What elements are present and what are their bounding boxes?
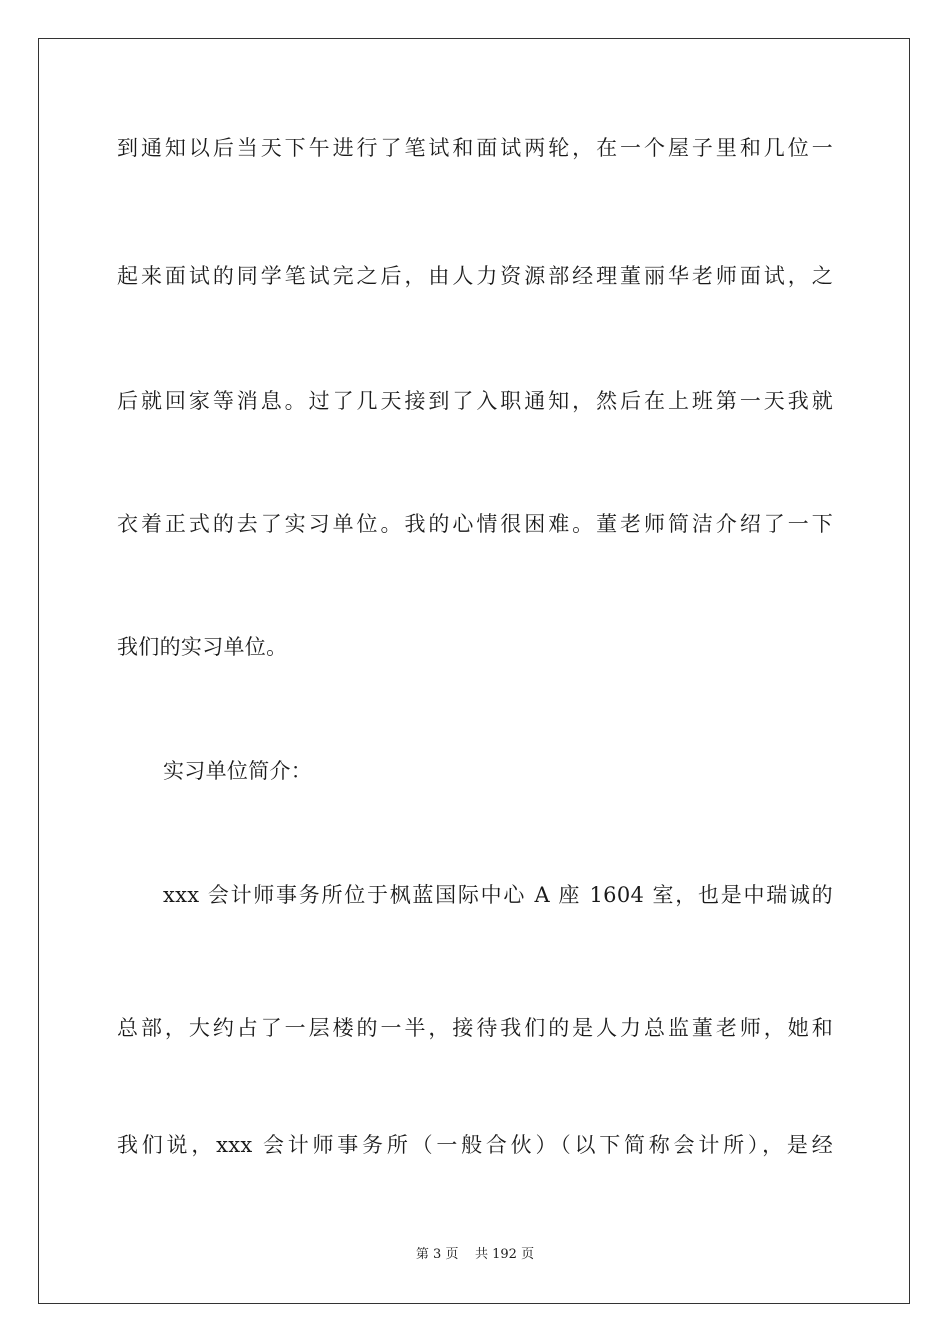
text-line-1: 到通知以后当天下午进行了笔试和面试两轮，在一个屋子里和几位一 bbox=[117, 136, 833, 160]
text-line-9: 我们说，xxx 会计师事务所（一般合伙）（以下简称会计所），是经 bbox=[117, 1133, 833, 1157]
text-line-5: 我们的实习单位。 bbox=[117, 635, 288, 659]
page-footer: 第 3 页 共 192 页 bbox=[415, 1247, 535, 1262]
text-line-2: 起来面试的同学笔试完之后，由人力资源部经理董丽华老师面试，之 bbox=[117, 264, 833, 288]
text-line-4: 衣着正式的去了实习单位。我的心情很困难。董老师简洁介绍了一下 bbox=[117, 512, 833, 536]
section-heading: 实习单位简介： bbox=[163, 759, 313, 783]
text-line-8: 总部，大约占了一层楼的一半，接待我们的是人力总监董老师，她和 bbox=[117, 1016, 833, 1040]
text-line-3: 后就回家等消息。过了几天接到了入职通知，然后在上班第一天我就 bbox=[117, 389, 833, 413]
page-border bbox=[38, 38, 910, 1304]
text-line-7: xxx 会计师事务所位于枫蓝国际中心 A 座 1604 室，也是中瑞诚的 bbox=[163, 883, 833, 907]
